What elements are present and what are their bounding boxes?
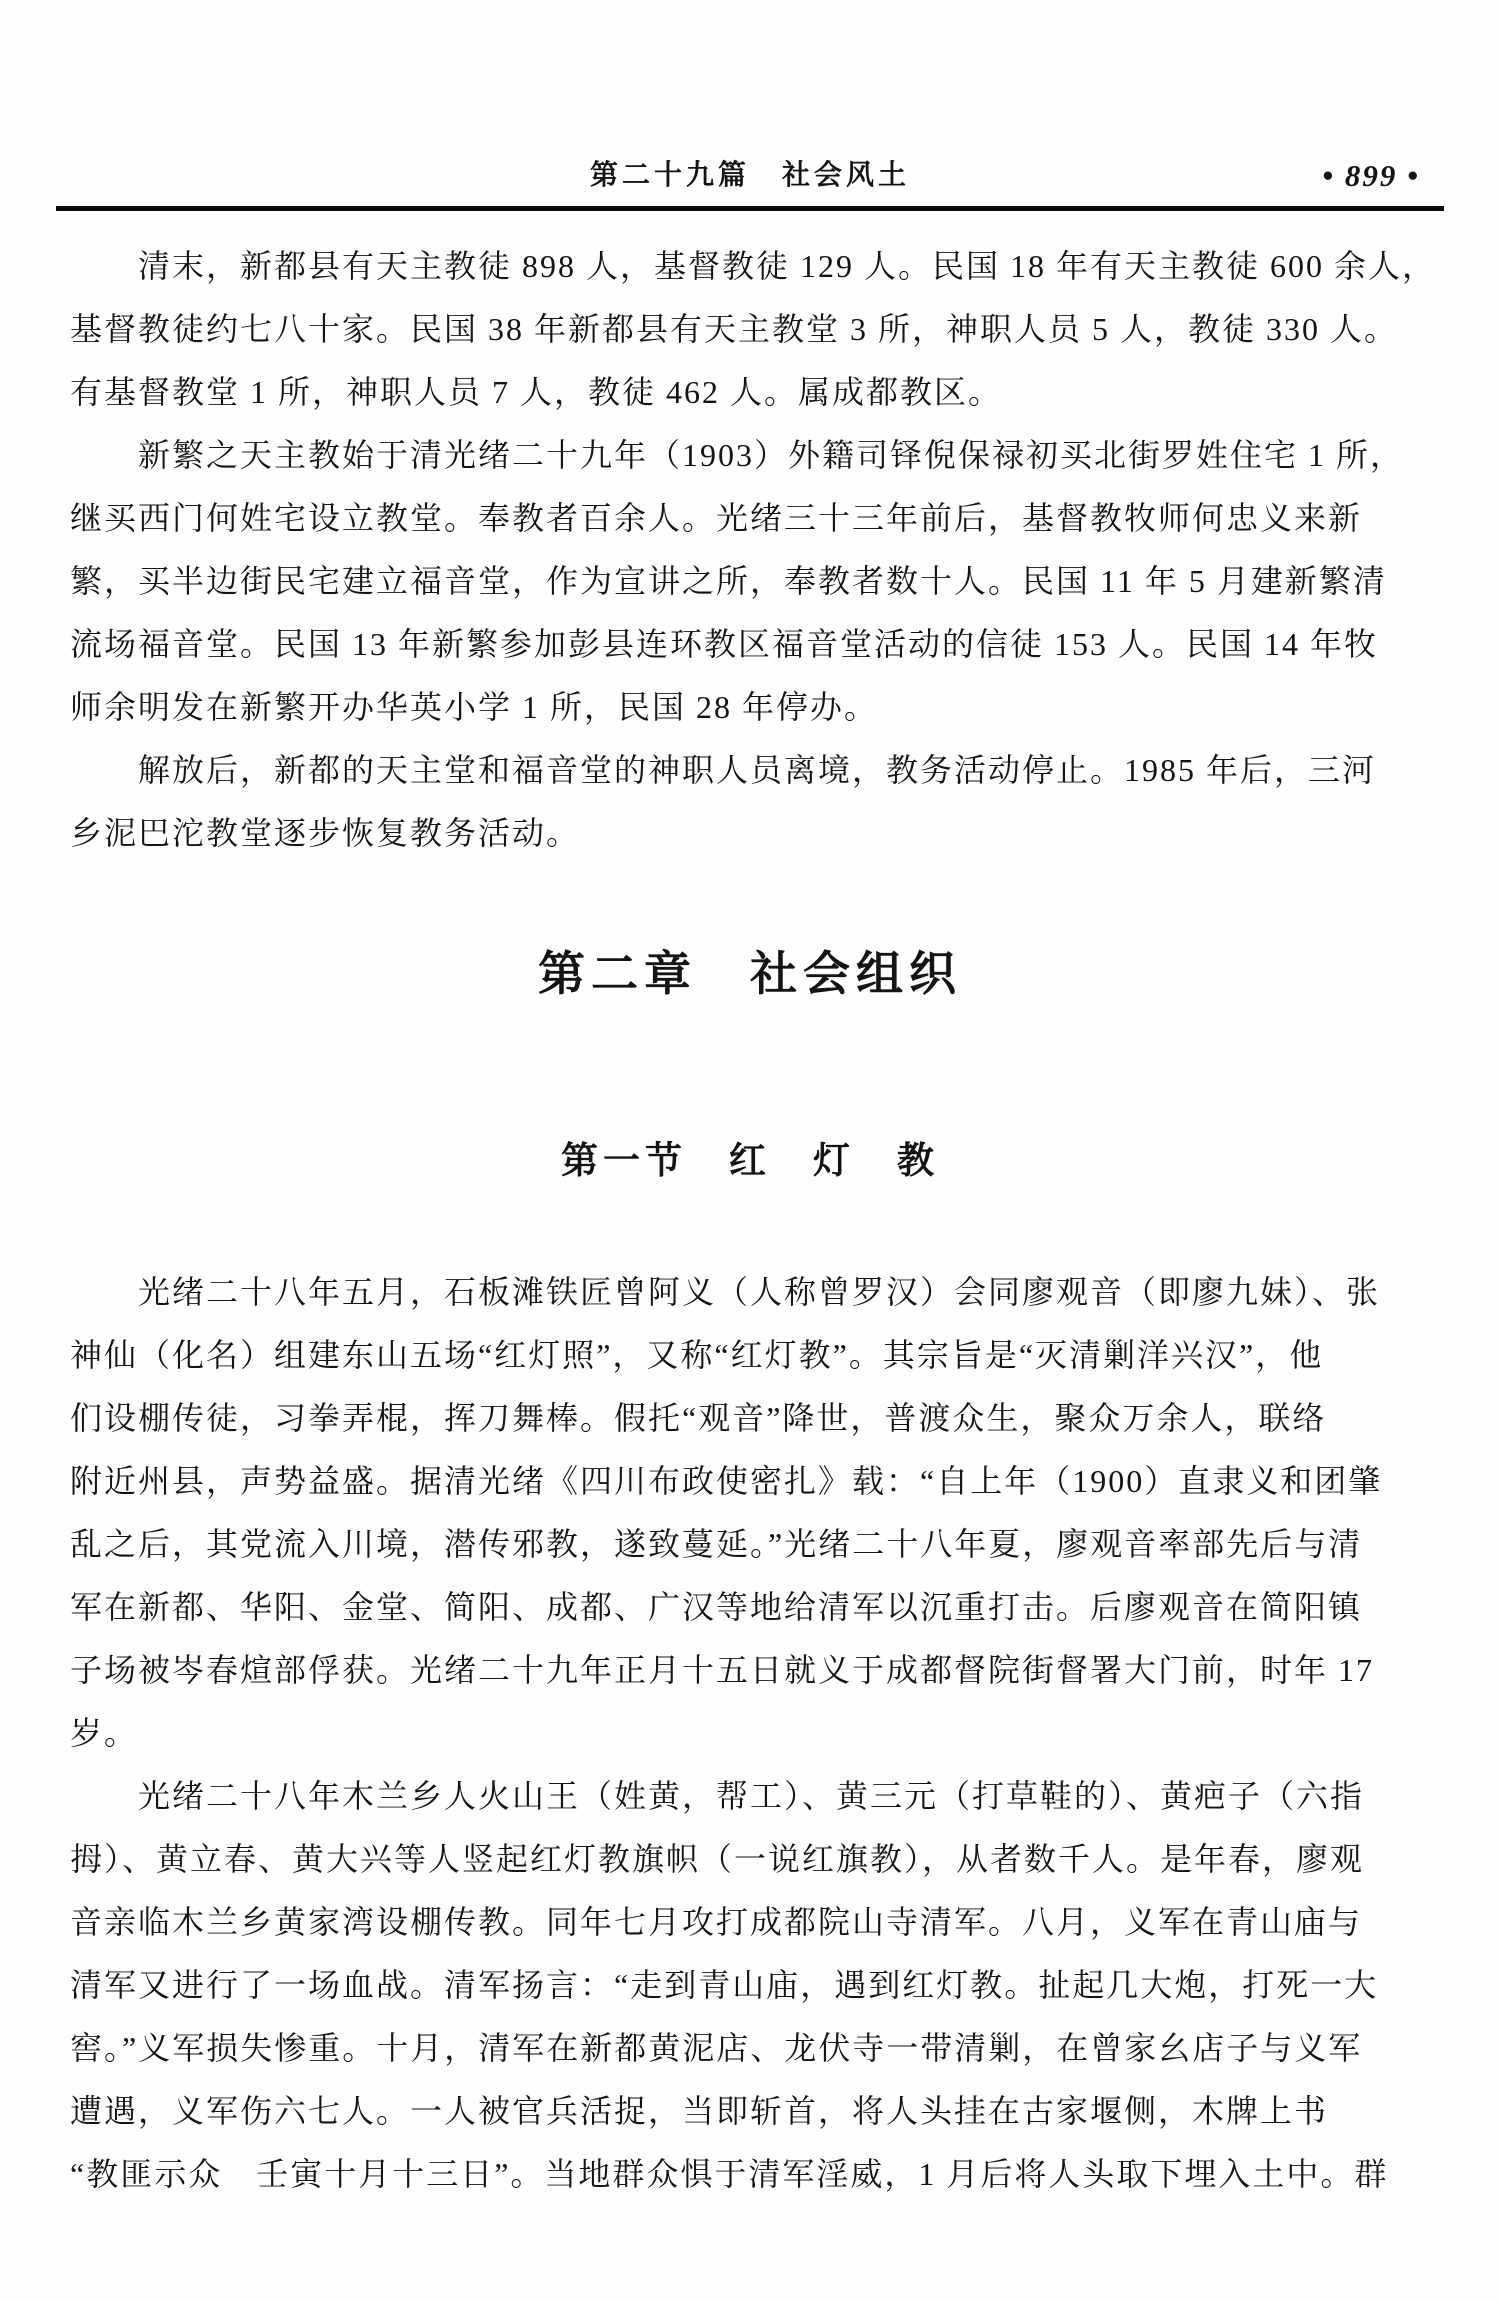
header-rule — [56, 206, 1444, 211]
text-line: 拇）、黄立春、黄大兴等人竖起红灯教旗帜（一说红旗教），从者数千人。是年春，廖观 — [70, 1841, 1365, 1877]
text-line: 遭遇，义军伤六七人。一人被官兵活捉，当即斩首，将人头挂在古家堰侧，木牌上书 — [70, 2093, 1329, 2129]
chapter-heading: 第二章 社会组织 — [538, 949, 962, 1001]
text-line: 流场福音堂。民国 13 年新繁参加彭县连环教区福音堂活动的信徒 153 人。民国 14 年牧 — [70, 626, 1379, 662]
text-line: 附近州县，声势益盛。据清光绪《四川布政使密扎》载：“自上年（1900）直隶义和团肇 — [70, 1463, 1383, 1499]
text-line: 窖。”义军损失惨重。十月，清军在新都黄泥店、龙伏寺一带清剿，在曾家幺店子与义军 — [70, 2030, 1363, 2066]
text-line: 清军又进行了一场血战。清军扬言：“走到青山庙，遇到红灯教。扯起几大炮，打死一大 — [70, 1967, 1379, 2003]
text-line: 新繁之天主教始于清光绪二十九年（1903）外籍司铎倪保禄初买北街罗姓住宅 1 所， — [138, 437, 1405, 473]
text-line: 神仙（化名）组建东山五场“红灯照”，又称“红灯教”。其宗旨是“灭清剿洋兴汉”，他 — [70, 1337, 1324, 1373]
paragraph-after-liberation — [70, 739, 1430, 865]
page-number: • 899 • — [1322, 158, 1420, 193]
paragraph-mulan-uprising — [70, 1765, 1430, 2206]
text-line: 光绪二十八年五月，石板滩铁匠曾阿义（人称曾罗汉）会同廖观音（即廖九妹）、张 — [138, 1274, 1381, 1310]
text-line: 解放后，新都的天主堂和福音堂的神职人员离境，教务活动停止。1985 年后，三河 — [138, 752, 1377, 788]
text-line: 军在新都、华阳、金堂、简阳、成都、广汉等地给清军以沉重打击。后廖观音在简阳镇 — [70, 1589, 1363, 1625]
running-head — [70, 156, 1430, 196]
text-line: 乡泥巴沱教堂逐步恢复教务活动。 — [70, 815, 581, 851]
text-line: 师余明发在新繁开办华英小学 1 所，民国 28 年停办。 — [70, 689, 879, 725]
text-line: 们设棚传徒，习拳弄棍，挥刀舞棒。假托“观音”降世，普渡众生，聚众万余人，联络 — [70, 1400, 1327, 1436]
text-line: 繁，买半边街民宅建立福音堂，作为宣讲之所，奉教者数十人。民国 11 年 5 月建新繁清 — [70, 563, 1387, 599]
text-line: 光绪二十八年木兰乡人火山王（姓黄，帮工）、黄三元（打草鞋的）、黄疤子（六指 — [138, 1778, 1365, 1814]
paragraph-red-lantern-origin — [70, 1261, 1430, 1765]
text-line: 基督教徒约七八十家。民国 38 年新都县有天主教堂 3 所，神职人员 5 人，教徒 330 人。 — [70, 311, 1399, 347]
text-line: 有基督教堂 1 所，神职人员 7 人，教徒 462 人。属成都教区。 — [70, 374, 1003, 410]
text-line: 乱之后，其党流入川境，潜传邪教，遂致蔓延。”光绪二十八年夏，廖观音率部先后与清 — [70, 1526, 1363, 1562]
paragraph-xinfan-church — [70, 424, 1430, 739]
text-line: 岁。 — [70, 1715, 139, 1751]
running-head-title: 第二十九篇 社会风土 — [589, 160, 910, 191]
text-line: 继买西门何姓宅设立教堂。奉教者百余人。光绪三十三年前后，基督教牧师何忠义来新 — [70, 500, 1363, 536]
section-heading: 第一节 红 灯 教 — [561, 1141, 939, 1182]
text-line: 子场被岑春煊部俘获。光绪二十九年正月十五日就义于成都督院街督署大门前，时年 17 — [70, 1652, 1375, 1688]
paragraph-catholic-stats — [70, 235, 1437, 424]
text-line: 清末，新都县有天主教徒 898 人，基督教徒 129 人。民国 18 年有天主教徒 600 余人， — [138, 248, 1437, 284]
text-line: “教匪示众 壬寅十月十三日”。当地群众惧于清军淫威，1 月后将人头取下埋入土中。群 — [70, 2156, 1389, 2192]
page-body — [70, 235, 1437, 2206]
text-line: 音亲临木兰乡黄家湾设棚传教。同年七月攻打成都院山寺清军。八月，义军在青山庙与 — [70, 1904, 1363, 1940]
